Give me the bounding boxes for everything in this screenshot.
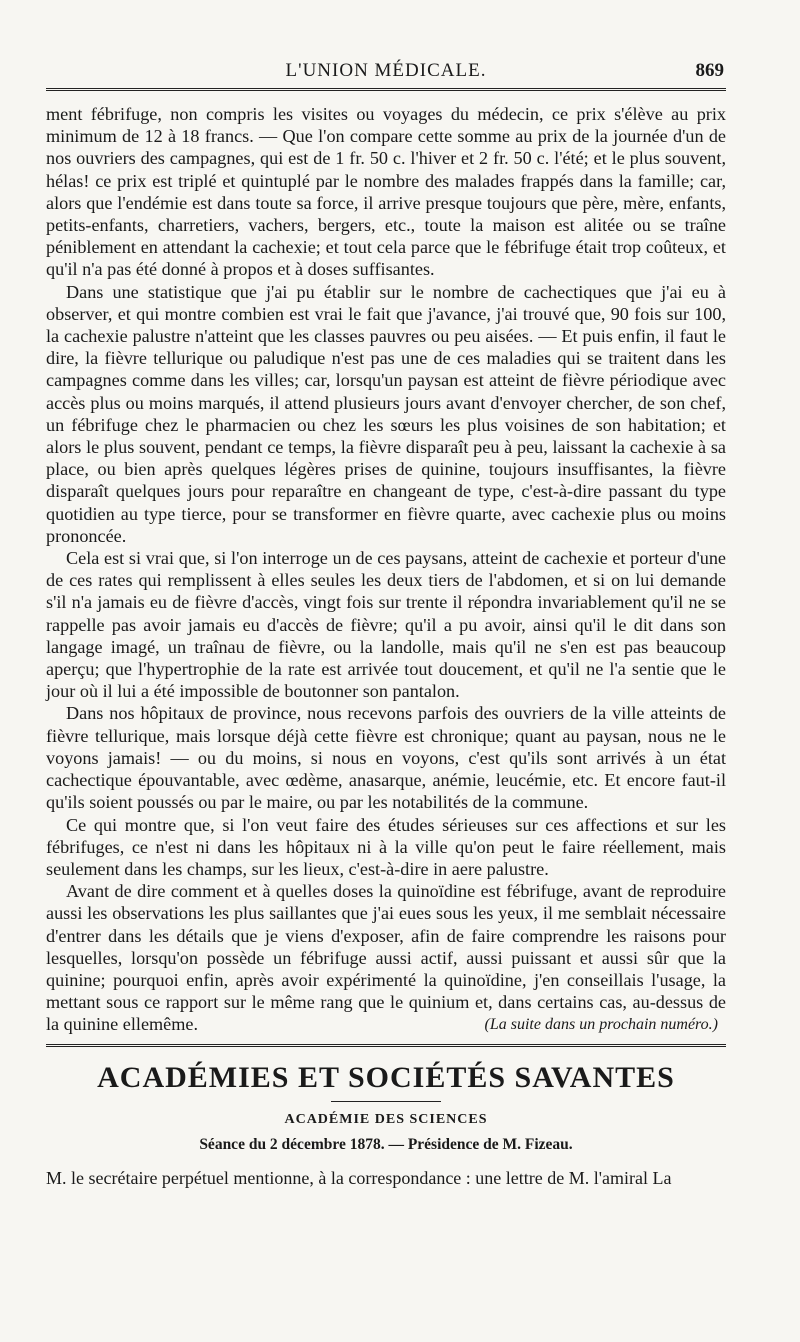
paragraph-6: Avant de dire comment et à quelles doses la quinoïdine est fébrifuge, avant de reproduire aussi les observations les plus saillantes que j'ai eues sous les yeux, il me semblait nécessaire d'entrer dans les détails que je viens d'exposer, afin de faire comprendre les raisons pour lesquelles, lorsqu'on possède un fébrifuge aussi actif, aussi puissant et aussi sûr que la quinine; pourquoi enfin, après avoir expérimenté la quinoïdine, j'en conseillais l'usage, la mettant sous ce rapport sur le même rang que le quinium et, dans certains cas, au-dessus de la quinine ellemême.	[46, 881, 726, 1035]
section-divider	[46, 1044, 726, 1047]
paragraph-4: Dans nos hôpitaux de province, nous recevons parfois des ouvriers de la ville atteints de fièvre tellurique, mais lorsque déjà cette fièvre est chronique; quant au paysan, nous ne le voyons jamais! — ou du moins, si nous en voyons, c'est qu'ils sont arrivés à un état cachectique épouvantable, avec œdème, anasarque, anémie, leucémie, etc. Et encore faut-il qu'ils soient poussés ou par le maire, ou par les notabilités de la commune.	[46, 703, 726, 813]
title-underline	[331, 1101, 441, 1102]
paragraph-1: ment fébrifuge, non compris les visites ou voyages du médecin, ce prix s'élève au prix minimum de 12 à 18 francs. — Que l'on compare cette somme au prix de la journée d'un de nos ouvriers des campagnes, qui est de 1 fr. 50 c. l'hiver et 2 fr. 50 c. l'été; et le plus souvent, hélas! ce prix est triplé et quintuplé par le nombre des malades frappés dans la famille; car, alors que l'endémie est dans toute sa force, il arrive presque toujours que père, mère, enfants, petits-enfants, charretiers, vachers, bergers, etc., toute la maison est alitée ou se traîne péniblement en attendant la cachexie; et tout cela parce que le fébrifuge était trop coûteux, et qu'il n'a pas été donné à propos et à doses suffisantes.	[46, 104, 726, 280]
paragraph-5: Ce qui montre que, si l'on veut faire des études sérieuses sur ces affections et sur les fébrifuges, ce n'est ni dans les hôpitaux ni à la ville qu'on peut le faire réellement, mais seulement dans les champs, sur les lieux, c'est-à-dire in aere palustre.	[46, 814, 726, 879]
paragraph-2: Dans une statistique que j'ai pu établir sur le nombre de cachectiques que j'ai eu à observer, et qui montre combien est vrai le fait que j'avance, j'ai trouvé que, 90 fois sur 100, la cachexie palustre n'atteint que les classes pauvres ou peu aisées. — Et puis enfin, il faut le dire, la fièvre tellurique ou paludique n'est pas une de ces maladies qui se traitent dans les campagnes comme dans les villes; car, lorsqu'un paysan est atteint de fièvre périodique avec accès plus ou moins marqués, il attend plusieurs jours avant d'envoyer chercher, de son chef, un fébrifuge chez le pharmacien ou chez les sœurs les plus voisines de son habitation; et alors le plus souvent, pendant ce temps, la fièvre disparaît peu à peu, laissant la cachexie à sa place, ou bien après quelques légères prises de quinine, toujours insuffisantes, la fièvre disparaît quelques jours pour reparaître en changeant de type, c'est-à-dire passant du type quotidien au type tierce, pour se transformer en fièvre quarte, avec cachexie plus ou moins prononcée.	[46, 281, 726, 546]
session-line: Séance du 2 décembre 1878. — Présidence de M. Fizeau.	[199, 1135, 573, 1153]
journal-title: L'UNION MÉDICALE.	[285, 60, 487, 81]
page-number: 869	[695, 60, 724, 81]
article-body	[46, 103, 726, 1036]
continued-note: (La suite dans un prochain numéro.)	[484, 1015, 718, 1033]
correspondence-line: M. le secrétaire perpétuel mentionne, à la correspondance : une lettre de M. l'amiral La	[46, 1167, 672, 1188]
running-header	[46, 58, 726, 91]
page-content	[46, 58, 726, 1189]
subsection-title: ACADÉMIE DES SCIENCES	[284, 1111, 488, 1127]
paragraph-3: Cela est si vrai que, si l'on interroge un de ces paysans, atteint de cachexie et porteur d'une de ces rates qui remplissent à elles seules les deux tiers de l'abdomen, et si on lui demande s'il n'a jamais eu de fièvre d'accès, vingt fois sur trente il répondra invariablement qu'il ne se rappelle pas avoir jamais eu d'accès de fièvre; qu'il a pu avoir, ainsi qu'il le dit dans son langage imagé, un traînau de fièvre, ou la landolle, mais qu'il ne s'en est pas beaucoup aperçu; que l'hypertrophie de la rate est arrivée tout doucement, et qu'il ne l'a sentie que le jour où il lui a été impossible de boutonner son pantalon.	[46, 548, 726, 702]
section-title: ACADÉMIES ET SOCIÉTÉS SAVANTES	[97, 1060, 675, 1094]
